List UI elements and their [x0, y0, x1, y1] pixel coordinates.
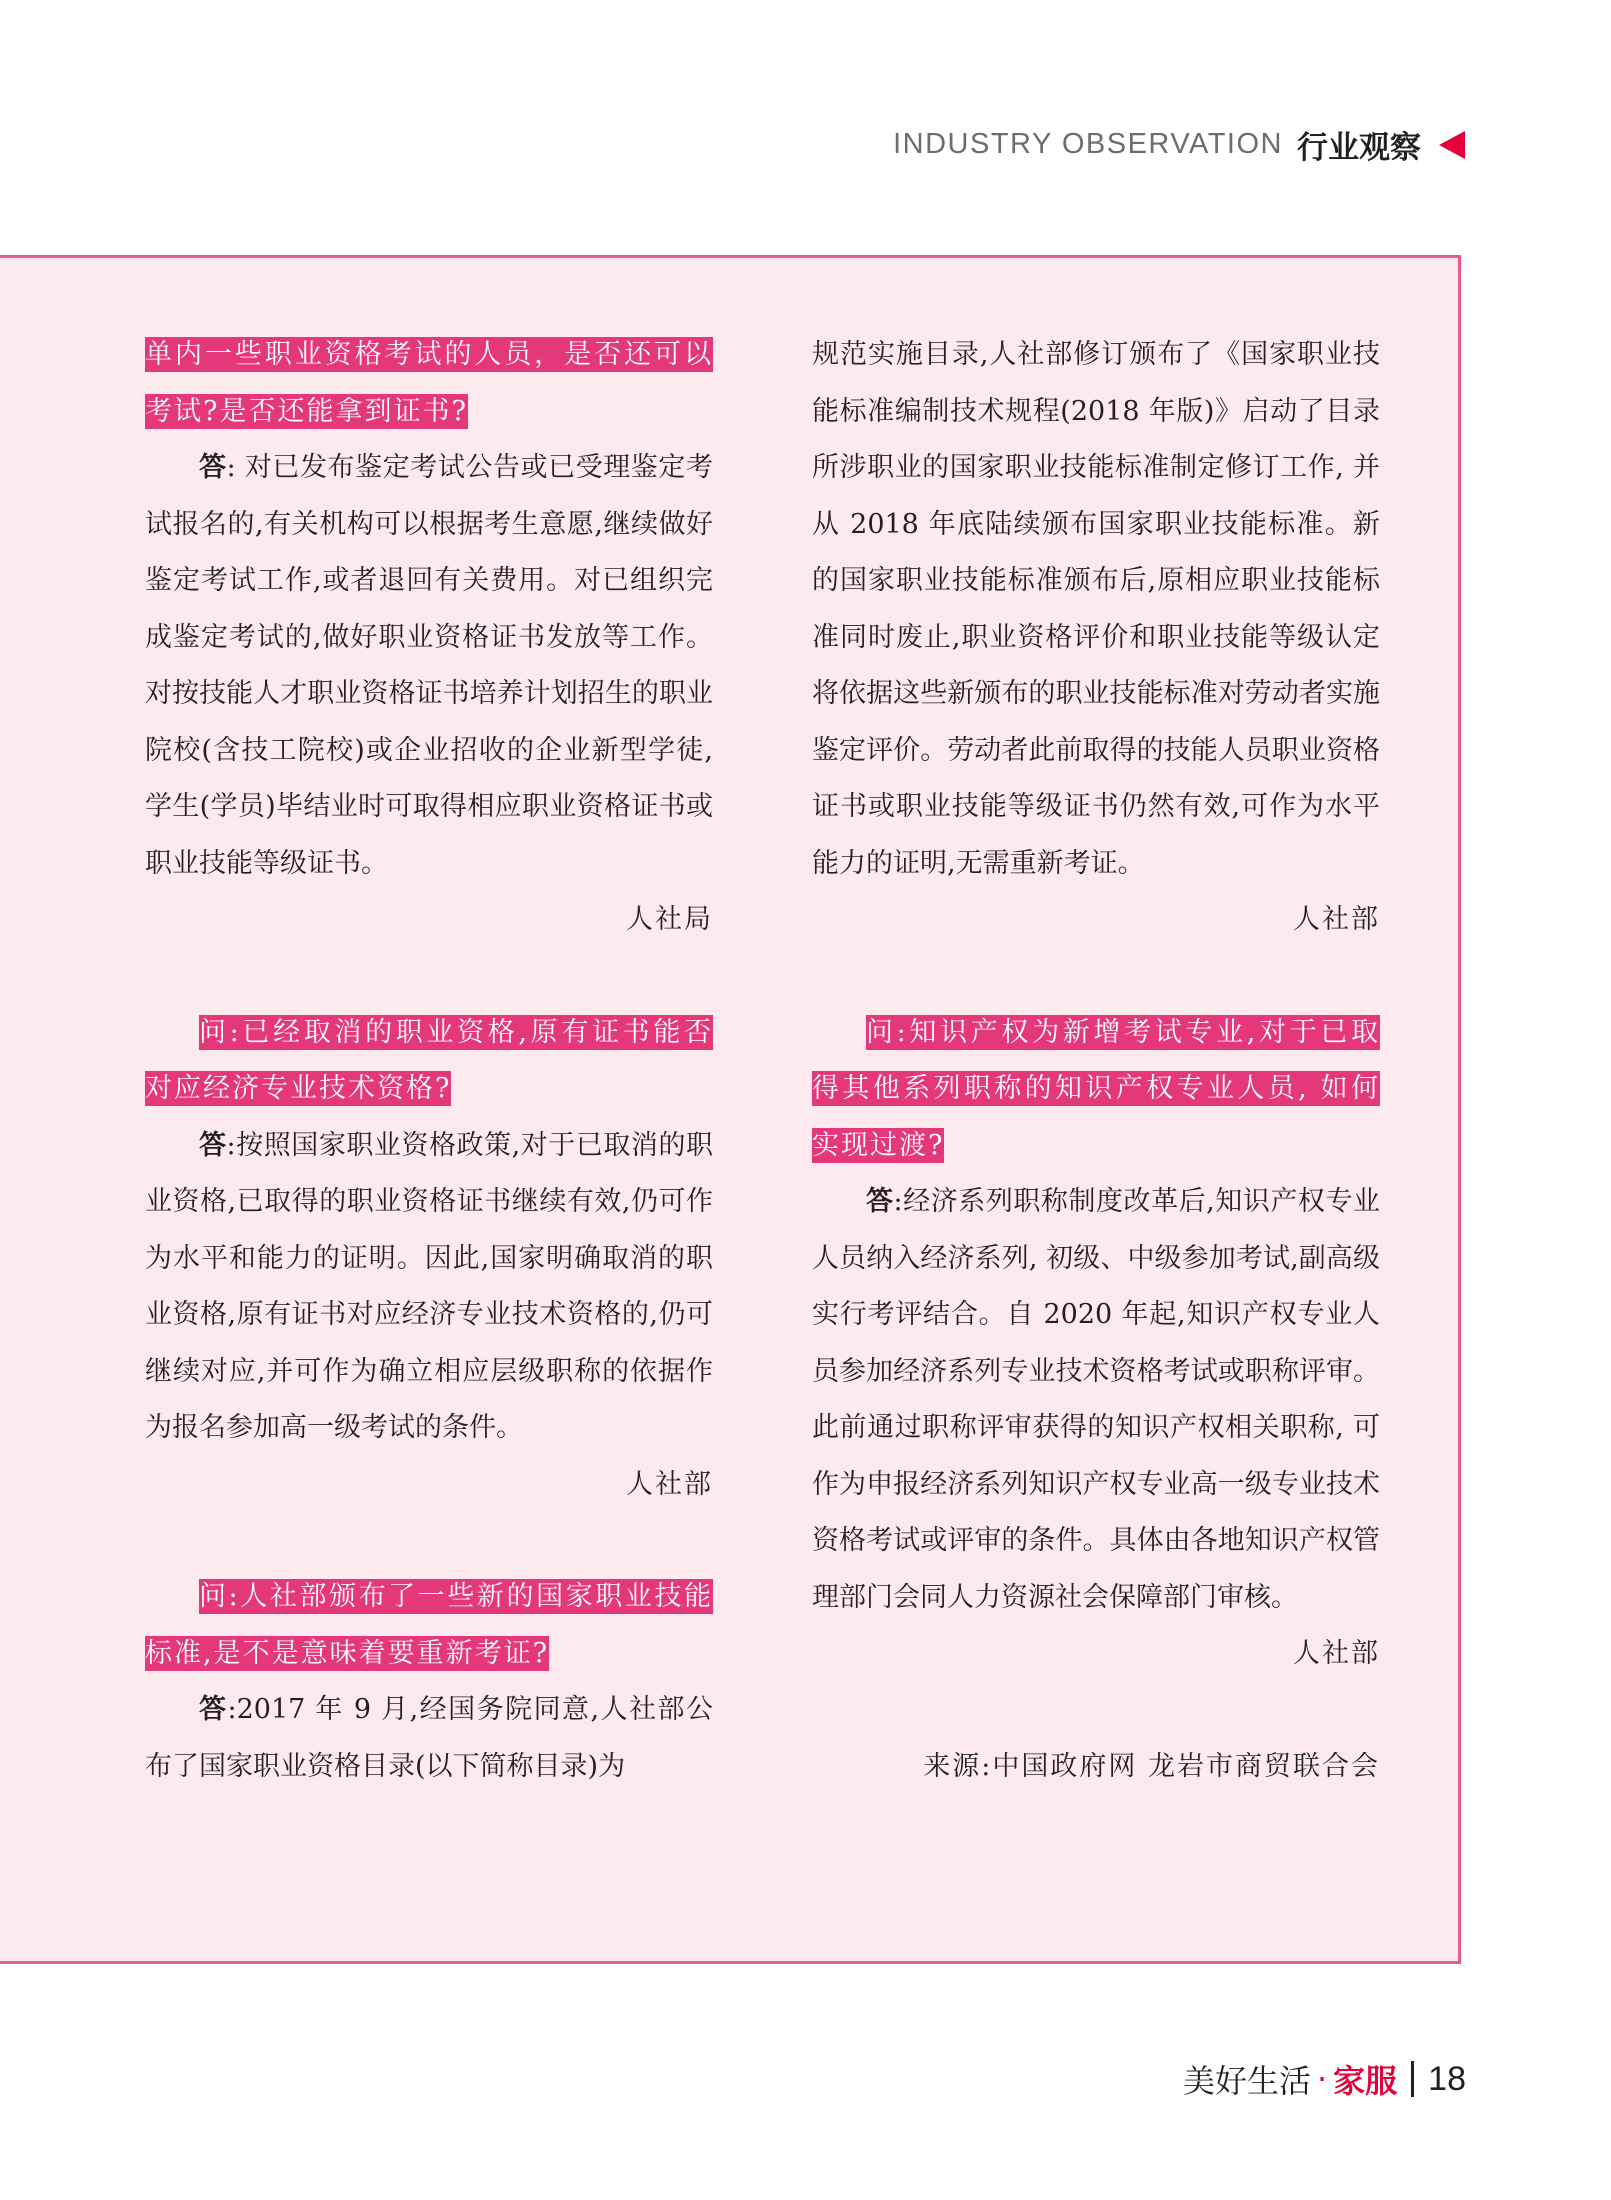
- page-footer: [1183, 2056, 1466, 2102]
- question-4: 问:知识产权为新增考试专业,对于已取得其他系列职称的知识产权专业人员, 如何实现过渡?: [812, 1016, 1380, 1161]
- answer-4: 答:经济系列职称制度改革后,知识产权专业人员纳入经济系列, 初级、中级参加考试,副高级实行考评结合。自 2020 年起,知识产权专业人员参加经济系列专业技术资格考试或职称评审。此前通过职称评审获得的知识产权相关职称, 可作为申报经济系列知识产权专业高一级专业技术资格考试或评审的条件。具体由各地知识产权管理部门会同人力资源社会保障部门审核。: [812, 1186, 1380, 1613]
- signature-4: 人社部: [1293, 1638, 1380, 1669]
- signature-2: 人社部: [626, 1468, 713, 1500]
- answer-2: 答:按照国家职业资格政策,对于已取消的职业资格,已取得的职业资格证书继续有效,仍可作为水平和能力的证明。因此,国家明确取消的职业资格,原有证书对应经济专业技术资格的,仍可继续对应,并可作为确立相应层级职称的依据作为报名参加高一级考试的条件。: [145, 1129, 713, 1443]
- section-title-en: INDUSTRY OBSERVATION: [893, 128, 1283, 160]
- separator-dot: ·: [1316, 2060, 1328, 2098]
- footer-section: 家服: [1333, 2062, 1398, 2100]
- section-title-zh: 行业观察: [1297, 130, 1421, 166]
- signature-3: 人社部: [1293, 904, 1380, 935]
- triangle-marker-icon: [1439, 131, 1465, 159]
- answer-1: 答: 对已发布鉴定考试公告或已受理鉴定考试报名的,有关机构可以根据考生意愿,继续做好鉴定考试工作,或者退回有关费用。对已组织完成鉴定考试的,做好职业资格证书发放等工作。对按技能人才职业资格证书培养计划招生的职业院校(含技工院校)或企业招收的企业新型学徒,学生(学员)毕结业时可取得相应职业资格证书或职业技能等级证书。: [145, 452, 713, 879]
- answer-label: 答: [199, 1694, 228, 1725]
- question-2: 问:已经取消的职业资格,原有证书能否对应经济专业技术资格?: [145, 1016, 713, 1104]
- divider: [1411, 2061, 1414, 2097]
- right-column: [812, 327, 1380, 1822]
- page-number: 18: [1428, 2059, 1466, 2098]
- signature-1: 人社局: [626, 904, 713, 935]
- answer-label: 答: [199, 452, 227, 483]
- left-column: [145, 327, 713, 1795]
- magazine-name: 美好生活: [1182, 2062, 1311, 2100]
- question-3: 问:人社部颁布了一些新的国家职业技能标准,是不是意味着要重新考证?: [145, 1581, 713, 1669]
- answer-label: 答: [866, 1186, 894, 1217]
- answer-3-continued: 规范实施目录,人社部修订颁布了《国家职业技能标准编制技术规程(2018 年版)》启动了目录所涉职业的国家职业技能标准制定修订工作, 并从 2018 年底陆续颁布国家职业技能标准。新的国家职业技能标准颁布后,原相应职业技能标准同时废止,职业资格评价和职业技能等级认定将依据这些新颁布的职业技能标准对劳动者实施鉴定评价。劳动者此前取得的技能人员职业资格证书或职业技能等级证书仍然有效,可作为水平能力的证明,无需重新考证。: [812, 339, 1380, 879]
- section-header: [893, 122, 1465, 167]
- question-1: 单内一些职业资格考试的人员，是否还可以考试?是否还能拿到证书?: [145, 339, 713, 427]
- answer-3: 答:2017 年 9 月,经国务院同意,人社部公布了国家职业资格目录(以下简称目录)为: [145, 1694, 714, 1782]
- source-credit: 来源:中国政府网 龙岩市商贸联合会: [923, 1750, 1380, 1782]
- answer-label: 答: [199, 1129, 227, 1161]
